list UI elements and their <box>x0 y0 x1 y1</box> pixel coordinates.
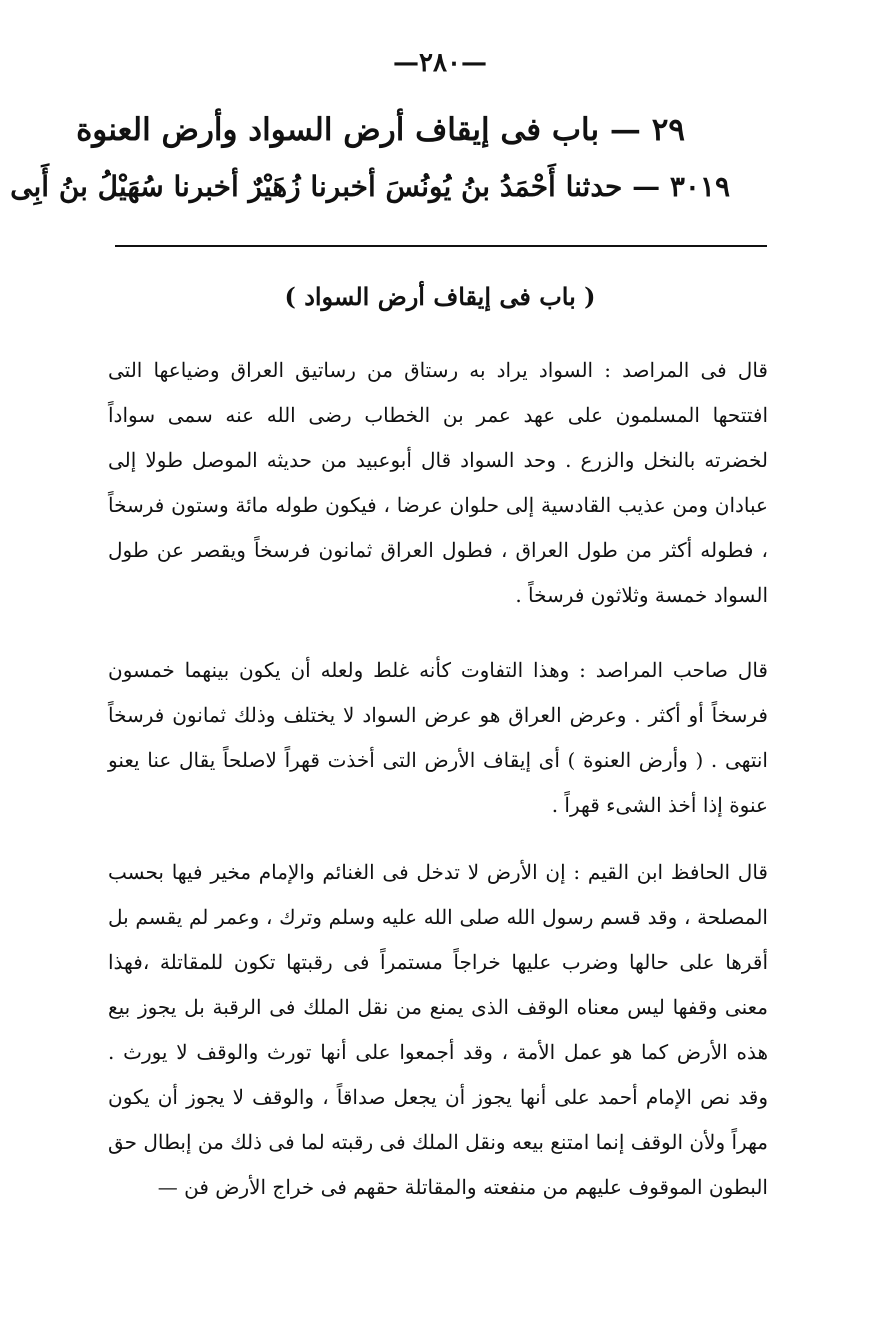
commentary-paragraph: قال صاحب المراصد : وهذا التفاوت كأنه غلط ولعله أن يكون بينهما خمسون فرسخاً أو أكثر . وعرض العراق هو عرض السواد لا يختلف وذلك ثمانون فرسخاً انتهى . ( وأرض العنوة ) أى إيقاف الأرض التى أخذت قهراً لاصلحاً يقال عنا يعنو عنوة إذا أخذ الشىء قهراً . <box>108 658 768 817</box>
footnote-divider <box>115 245 767 247</box>
commentary-section-title: ( باب فى إيقاف أرض السواد ) <box>284 282 596 311</box>
hadith-chain-line: ٣٠١٩ — حدثنا أَحْمَدُ بنُ يُونُسَ أخبرنا زُهَيْرٌ أخبرنا سُهَيْلُ بنُ أَبِى <box>10 170 730 203</box>
commentary-paragraph: قال الحافظ ابن القيم : إن الأرض لا تدخل فى الغنائم والإمام مخير فيها بحسب المصلحة ، وقد قسم رسول الله صلى الله عليه وسلم وترك ، وعمر لم يقسم بل أقرها على حالها وضرب عليها خراجاً مستمراً فى رقبتها تكون للمقاتلة ،فهذا معنى وقفها ليس معناه الوقف الذى يمنع من نقل الملك فى الرقبة بل يجوز بيع هذه الأرض كما هو عمل الأمة ، وقد أجمعوا على أنها تورث والوقف لا يورث . وقد نص الإمام أحمد على أنها يجوز أن يجعل صداقاً ، والوقف لا يجوز أن يكون مهراً ولأن الوقف إنما امتنع بيعه ونقل الملك فى رقبته لما فى ذلك من إبطال حق البطون الموقوف عليهم من منفعته والمقاتلة حقهم فى خراج الأرض فن — <box>107 860 768 1199</box>
chapter-heading: ٢٩ — باب فى إيقاف أرض السواد وأرض العنوة <box>76 112 685 148</box>
page-number: —٢٨٠— <box>393 48 487 78</box>
commentary-paragraph: قال فى المراصد : السواد يراد به رستاق من رساتيق العراق وضياعها التى افتتحها المسلمون على عهد عمر بن الخطاب رضى الله عنه سمى سواداً لخضرته بالنخل والزرع . وحد السواد قال أبوعبيد من حديثه الموصل طولا إلى عبادان ومن عذيب القادسية إلى حلوان عرضا ، فيكون طوله مائة وستون فرسخاً ، فطوله أكثر من طول العراق ، فطول العراق ثمانون فرسخاً ويقصر عن طول السواد خمسة وثلاثون فرسخاً . <box>108 358 768 607</box>
